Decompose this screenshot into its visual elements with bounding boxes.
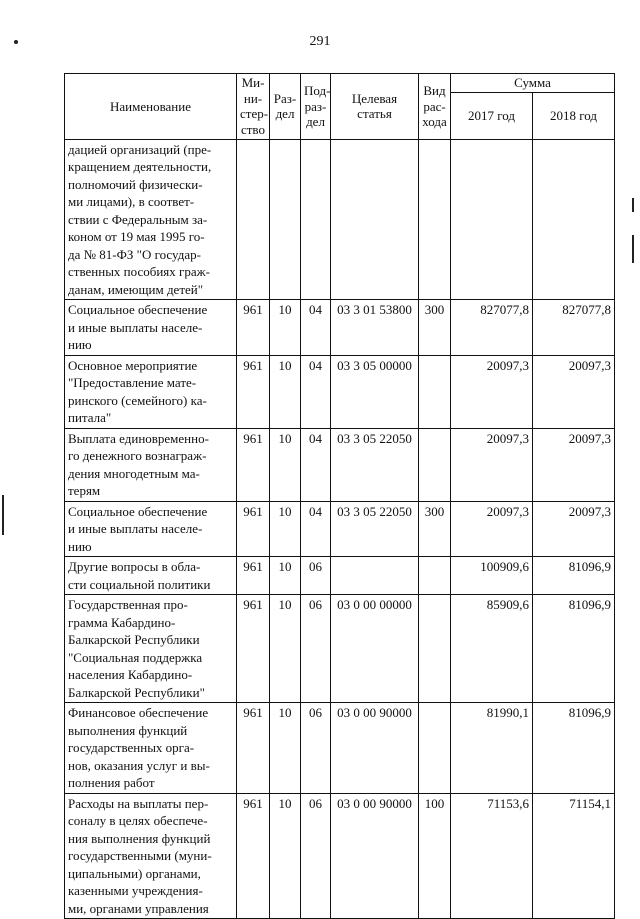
target-article-cell: [331, 557, 419, 595]
ministry-cell: 961: [237, 355, 270, 428]
header-target-article: Целевая статья: [331, 74, 419, 140]
section-cell: 10: [270, 501, 301, 557]
table-row: [65, 703, 615, 794]
section-cell: 10: [270, 793, 301, 919]
ministry-cell: 961: [237, 557, 270, 595]
row-name-cell: Социальное обеспечение и иные выплаты населе- нию: [65, 300, 237, 356]
row-name-cell: Другие вопросы в обла- сти социальной политики: [65, 557, 237, 595]
header-year-2017: 2017 год: [451, 92, 533, 139]
target-article-cell: 03 3 01 53800: [331, 300, 419, 356]
subsection-cell: 06: [301, 793, 331, 919]
expense-type-cell: [419, 355, 451, 428]
sum-2017-cell: 71153,6: [451, 793, 533, 919]
expense-type-cell: 300: [419, 300, 451, 356]
row-name-cell: Государственная про- грамма Кабардино- Балкарской Республики "Социальная поддержка населения Кабардино- Балкарской Республики": [65, 595, 237, 703]
table-header: [65, 74, 615, 140]
scan-mark: [632, 198, 634, 212]
sum-2017-cell: [451, 139, 533, 300]
ministry-cell: 961: [237, 595, 270, 703]
expense-type-cell: [419, 428, 451, 501]
row-name-cell: Социальное обеспечение и иные выплаты населе- нию: [65, 501, 237, 557]
expense-type-cell: [419, 557, 451, 595]
target-article-cell: 03 0 00 90000: [331, 793, 419, 919]
expense-type-cell: [419, 703, 451, 794]
expense-type-cell: [419, 595, 451, 703]
subsection-cell: 06: [301, 703, 331, 794]
ministry-cell: 961: [237, 703, 270, 794]
sum-2018-cell: 20097,3: [533, 355, 615, 428]
sum-2017-cell: 20097,3: [451, 428, 533, 501]
sum-2017-cell: 85909,6: [451, 595, 533, 703]
expense-type-cell: 100: [419, 793, 451, 919]
target-article-cell: 03 3 05 00000: [331, 355, 419, 428]
table-row: [65, 355, 615, 428]
expense-type-cell: 300: [419, 501, 451, 557]
section-cell: 10: [270, 300, 301, 356]
ministry-cell: 961: [237, 793, 270, 919]
sum-2018-cell: 20097,3: [533, 501, 615, 557]
row-name-cell: Финансовое обеспечение выполнения функций государственных орга- нов, оказания услуг и вы- полнения работ: [65, 703, 237, 794]
sum-2018-cell: 81096,9: [533, 703, 615, 794]
sum-2017-cell: 20097,3: [451, 355, 533, 428]
sum-2017-cell: 81990,1: [451, 703, 533, 794]
table-row: [65, 139, 615, 300]
sum-2018-cell: 81096,9: [533, 557, 615, 595]
subsection-cell: 04: [301, 355, 331, 428]
subsection-cell: 04: [301, 501, 331, 557]
row-name-cell: Выплата единовременно- го денежного вознаграж- дения многодетным ма- терям: [65, 428, 237, 501]
table-row: [65, 428, 615, 501]
section-cell: 10: [270, 703, 301, 794]
page-number: 291: [309, 34, 331, 49]
subsection-cell: [301, 139, 331, 300]
subsection-cell: 06: [301, 595, 331, 703]
target-article-cell: 03 0 00 90000: [331, 703, 419, 794]
header-year-2018: 2018 год: [533, 92, 615, 139]
header-name: Наименование: [65, 74, 237, 140]
scan-mark: [14, 40, 18, 44]
table-row: [65, 300, 615, 356]
row-name-cell: дацией организаций (пре- кращением деятельности, полномочий физически- ми лицами), в соответ- ствии с Федеральным за- коном от 19 мая 1995 го- да № 81-ФЗ "О государ- ственных пособиях граж- данам, имеющим детей": [65, 139, 237, 300]
sum-2018-cell: 71154,1: [533, 793, 615, 919]
row-name-cell: Расходы на выплаты пер- соналу в целях обеспече- ния выполнения функций государственными (муни- ципальными) органами, казенными учреждения- ми, органами управления: [65, 793, 237, 919]
header-expense-type: Вид рас- хода: [419, 74, 451, 140]
sum-2018-cell: [533, 139, 615, 300]
table-row: [65, 501, 615, 557]
table-row: [65, 793, 615, 919]
sum-2017-cell: 100909,6: [451, 557, 533, 595]
subsection-cell: 04: [301, 300, 331, 356]
section-cell: 10: [270, 355, 301, 428]
sum-2017-cell: 20097,3: [451, 501, 533, 557]
subsection-cell: 06: [301, 557, 331, 595]
target-article-cell: 03 3 05 22050: [331, 428, 419, 501]
header-ministry: Ми- ни- стер- ство: [237, 74, 270, 140]
target-article-cell: 03 0 00 00000: [331, 595, 419, 703]
header-sum: Сумма: [451, 74, 615, 93]
target-article-cell: [331, 139, 419, 300]
scan-mark: [632, 235, 634, 263]
expense-type-cell: [419, 139, 451, 300]
ministry-cell: 961: [237, 501, 270, 557]
target-article-cell: 03 3 05 22050: [331, 501, 419, 557]
budget-table: [64, 73, 615, 919]
section-cell: [270, 139, 301, 300]
scan-mark: [2, 495, 4, 535]
sum-2018-cell: 20097,3: [533, 428, 615, 501]
sum-2018-cell: 827077,8: [533, 300, 615, 356]
sum-2017-cell: 827077,8: [451, 300, 533, 356]
table-row: [65, 557, 615, 595]
section-cell: 10: [270, 557, 301, 595]
header-subsection: Под- раз- дел: [301, 74, 331, 140]
subsection-cell: 04: [301, 428, 331, 501]
ministry-cell: 961: [237, 300, 270, 356]
section-cell: 10: [270, 595, 301, 703]
ministry-cell: [237, 139, 270, 300]
ministry-cell: 961: [237, 428, 270, 501]
table-body: [65, 139, 615, 919]
header-section: Раз- дел: [270, 74, 301, 140]
sum-2018-cell: 81096,9: [533, 595, 615, 703]
section-cell: 10: [270, 428, 301, 501]
row-name-cell: Основное мероприятие "Предоставление мате- ринского (семейного) ка- питала": [65, 355, 237, 428]
table-row: [65, 595, 615, 703]
